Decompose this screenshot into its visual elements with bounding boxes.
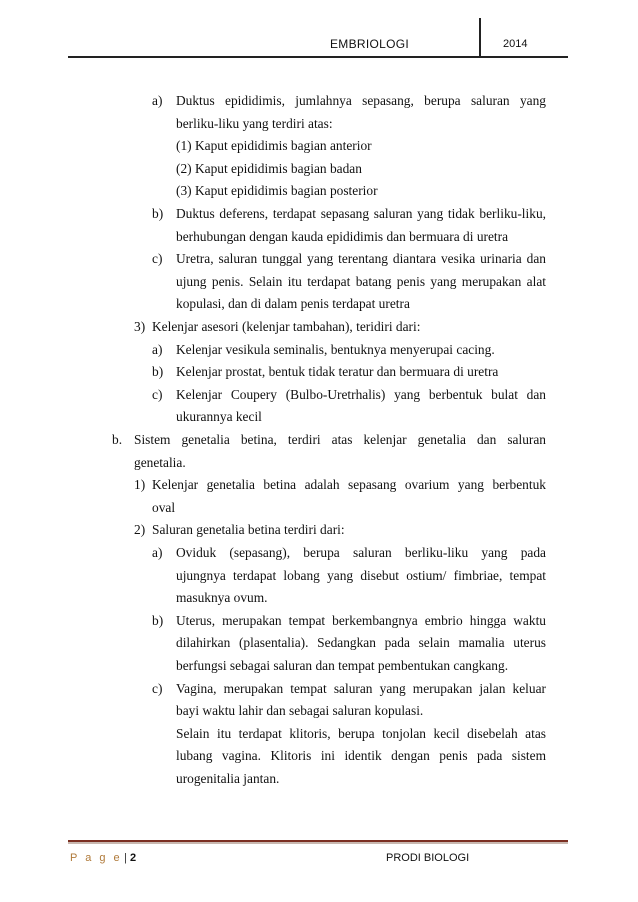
text-line: Vagina, merupakan tempat saluran yang merupakan jalan keluar: [176, 680, 546, 696]
text-line: ujung penis. Selain itu terdapat batang penis yang merupakan alat: [176, 273, 546, 289]
text-line: (1) Kaput epididimis bagian anterior: [176, 138, 372, 154]
text-line: dilahirkan (plasentalia). Sedangkan pada selain mamalia uterus: [176, 635, 546, 651]
text-line: Kelenjar genetalia betina adalah sepasang ovarium yang berbentuk: [152, 477, 546, 493]
text-line: (3) Kaput epididimis bagian posterior: [176, 183, 378, 199]
text-line: urogenitalia jantan.: [176, 771, 280, 786]
text-line: kopulasi, dan di dalam penis terdapat uretra: [176, 296, 410, 312]
list-marker: 1): [134, 477, 146, 493]
header-year: 2014: [503, 38, 528, 50]
footer-separator: |: [124, 852, 128, 864]
text-line: berhubungan dengan kauda epididimis dan bermuara di uretra: [176, 228, 509, 244]
footer-page-number: [70, 852, 136, 864]
text-line: bayi waktu lahir dan sebagai saluran kopulasi.: [176, 703, 424, 719]
text-line: Duktus epididimis, jumlahnya sepasang, berupa saluran yang: [176, 93, 546, 108]
header-divider: [479, 18, 481, 58]
footer-rule: [68, 840, 568, 842]
list-marker: 2): [134, 522, 146, 538]
footer-department: PRODI BIOLOGI: [386, 852, 470, 864]
text-line: berliku-liku yang terdiri atas:: [176, 115, 333, 131]
list-marker: 3): [134, 319, 146, 334]
footer-page-label: P a g e: [70, 852, 123, 864]
text-line: Kelenjar prostat, bentuk tidak teratur dan bermuara di uretra: [176, 364, 499, 380]
text-line: ujungnya terdapat lobang yang disebut ostium/ fimbriae, tempat: [176, 567, 546, 583]
text-line: Kelenjar asesori (kelenjar tambahan), teridiri dari:: [152, 319, 421, 334]
text-line: genetalia.: [134, 454, 186, 470]
text-line: oval: [152, 499, 176, 515]
text-line: Selain itu terdapat klitoris, berupa tonjolan kecil disebelah atas: [176, 725, 546, 741]
list-marker: b): [152, 364, 164, 380]
text-line: Duktus deferens, terdapat sepasang saluran yang tidak berliku-liku,: [176, 206, 546, 221]
text-line: Oviduk (sepasang), berupa saluran berliku-liku yang pada: [176, 545, 546, 560]
text-line: berfungsi sebagai saluran dan tempat pembentukan cangkang.: [176, 658, 509, 673]
text-line: Kelenjar vesikula seminalis, bentuknya menyerupai cacing.: [176, 341, 495, 357]
text-line: lubang vagina. Klitoris ini identik dengan penis pada sistem: [176, 748, 546, 764]
list-marker: a): [152, 545, 163, 560]
list-marker: a): [152, 341, 163, 357]
header-rule: [68, 56, 568, 58]
text-line: (2) Kaput epididimis bagian badan: [176, 160, 362, 176]
text-line: masuknya ovum.: [176, 590, 268, 606]
header-title: EMBRIOLOGI: [330, 37, 410, 51]
list-marker: b): [152, 612, 164, 628]
list-marker: c): [152, 680, 163, 696]
text-line: Sistem genetalia betina, terdiri atas kelenjar genetalia dan saluran: [134, 432, 546, 447]
text-line: ukurannya kecil: [176, 409, 262, 425]
footer-page-num: 2: [130, 852, 137, 864]
list-marker: a): [152, 93, 163, 108]
text-line: Kelenjar Coupery (Bulbo-Uretrhalis) yang berbentuk bulat dan: [176, 386, 546, 402]
list-marker: c): [152, 386, 163, 402]
list-marker: b.: [112, 432, 123, 447]
text-line: Saluran genetalia betina terdiri dari:: [152, 522, 345, 538]
text-line: Uterus, merupakan tempat berkembangnya embrio hingga waktu: [176, 612, 546, 628]
list-marker: b): [152, 206, 164, 221]
list-marker: c): [152, 251, 163, 267]
text-line: Uretra, saluran tunggal yang terentang diantara vesika urinaria dan: [176, 251, 546, 267]
